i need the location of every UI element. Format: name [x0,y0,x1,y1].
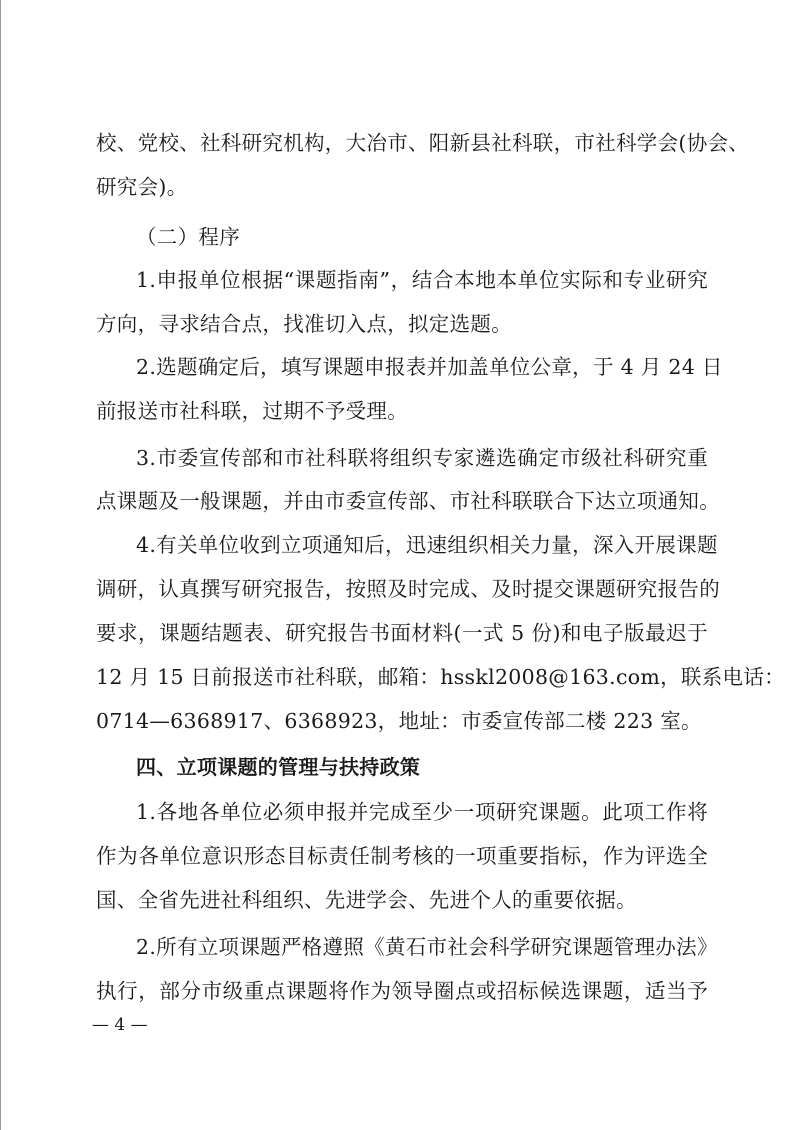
section-subheading: （二）程序 [136,225,240,249]
body-text-line: 0714—6368917、6368923，地址：市委宣传部二楼 223 室。 [96,709,702,733]
body-text-line: 12 月 15 日前报送市社科联，邮箱：hsskl2008@163.com，联系电话： [96,665,785,689]
body-text-line: 1.申报单位根据“课题指南”，结合本地本单位实际和专业研究 [136,268,708,292]
body-text-line: 作为各单位意识形态目标责任制考核的一项重要指标，作为评选全 [96,844,708,868]
body-text-line: 前报送市社科联，过期不予受理。 [96,399,408,423]
page-edge-line [0,0,1,1130]
body-text-line: 3.市委宣传部和市社科联将组织专家遴选确定市级社科研究重 [136,446,708,470]
body-text-line: 调研，认真撰写研究报告，按照及时完成、及时提交课题研究报告的 [96,577,720,601]
body-text-line: 研究会)。 [96,175,188,199]
body-text-line: 1.各地各单位必须申报并完成至少一项研究课题。此项工作将 [136,800,708,824]
body-text-line: 要求，课题结题表、研究报告书面材料(一式 5 份)和电子版最迟于 [96,621,708,645]
body-text-line: 点课题及一般课题，并由市委宣传部、市社科联联合下达立项通知。 [96,489,720,513]
body-text-line: 2.所有立项课题严格遵照《黄石市社会科学研究课题管理办法》 [136,935,718,959]
page-number: — 4 — [92,1015,148,1035]
section-heading: 四、立项课题的管理与扶持政策 [136,755,421,779]
body-text-line: 校、党校、社科研究机构，大冶市、阳新县社科联，市社科学会(协会、 [96,131,750,155]
body-text-line: 执行，部分市级重点课题将作为领导圈点或招标候选课题，适当予 [96,979,708,1003]
body-text-line: 国、全省先进社科组织、先进学会、先进个人的重要依据。 [96,888,637,912]
body-text-line: 4.有关单位收到立项通知后，迅速组织相关力量，深入开展课题 [136,533,718,557]
body-text-line: 2.选题确定后，填写课题申报表并加盖单位公章，于 4 月 24 日 [136,355,723,379]
body-text-line: 方向，寻求结合点，找准切入点，拟定选题。 [96,312,512,336]
